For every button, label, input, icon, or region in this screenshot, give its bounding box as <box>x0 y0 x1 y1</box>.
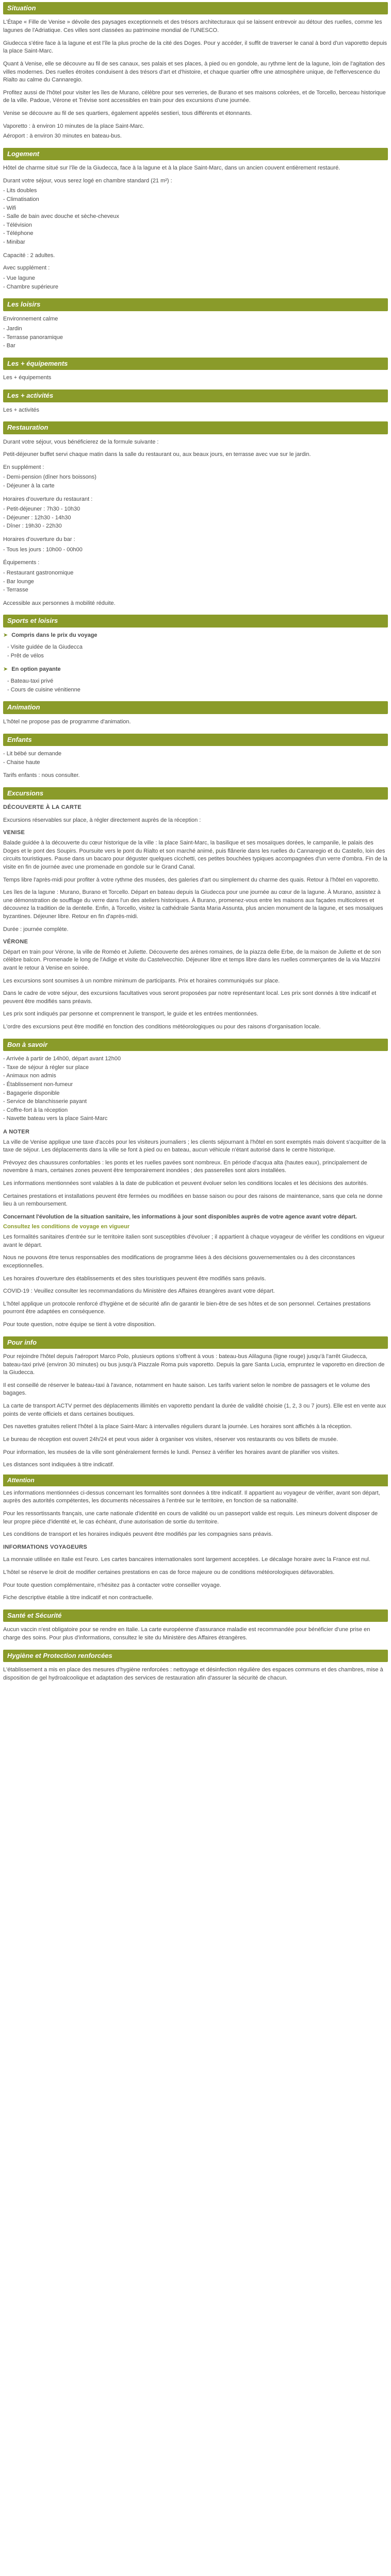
section-title-pour-info: Pour info <box>3 1336 388 1349</box>
logement-options <box>3 275 388 291</box>
section-excursions <box>0 787 391 1031</box>
list-item: - Déjeuner : 12h30 - 14h30 <box>3 514 71 521</box>
section-title-hygiene: Hygiène et Protection renforcées <box>3 1650 388 1662</box>
section-title-situation: Situation <box>3 2 388 14</box>
bonasavoir-p5: Nous ne pouvons être tenus responsables des modifications de programme liées à des décisions gouvernementales ou à des circonstances exceptionnelles. <box>3 1255 355 1269</box>
bonasavoir-note: La ville de Venise applique une taxe d'accès pour les visiteurs journaliers ; les clients séjournant à l'hôtel en sont exemptés mais doivent s'acquitter de la taxe de séjour. Les déplacements dans la ville se font à pied ou en bateau, aucun véhicule n'étant autorisé dans le centre historique. <box>3 1139 386 1154</box>
list-item: - Cours de cuisine vénitienne <box>7 686 80 693</box>
pourinfo-p2: Il est conseillé de réserver le bateau-taxi à l'avance, notamment en haute saison. Les tarifs varient selon le nombre de passagers et le volume des bagages. <box>3 1382 370 1397</box>
list-item: - Tous les jours : 10h00 - 00h00 <box>3 546 83 553</box>
pourinfo-note-p3: Les conditions de transport et les horaires indiqués peuvent être modifiés par les compagnies sans préavis. <box>3 1531 273 1538</box>
excursions-p10: L'ordre des excursions peut être modifié en fonction des conditions météorologiques ou pour des raisons d'organisation locale. <box>3 1024 321 1030</box>
list-item: - Bagagerie disponible <box>3 1090 60 1096</box>
pourinfo-note-p8: Fiche descriptive établie à titre indicatif et non contractuelle. <box>3 1595 154 1601</box>
list-item: - Minibar <box>3 239 25 246</box>
list-item: - Bateau-taxi privé <box>7 678 54 685</box>
list-item: - Service de blanchisserie payant <box>3 1098 87 1105</box>
restauration-p1: Durant votre séjour, vous bénéficierez de la formule suivante : <box>3 438 159 445</box>
restauration-list <box>3 473 388 490</box>
list-item: - Établissement non-fumeur <box>3 1081 73 1088</box>
sports-paid-label <box>3 666 388 674</box>
pourinfo-note-p2: Pour les ressortissants français, une carte nationale d'identité en cours de validité ou un passeport valide est requis. Les mineurs doivent disposer de leur propre pièce d'identité et, le cas échéant, d'une autorisation de sortie du territoire. <box>3 1510 378 1525</box>
situation-p3: Quant à Venise, elle se découvre au fil de ses canaux, ses palais et ses places, à pied ou en gondole, au rythme lent de la lagune, loin de l'agitation des villes modernes. Des ruelles étroites conduisent à des trésors d'art et d'histoire, et chaque quartier offre une atmosphère unique, de l'effervescence du Rialto au calme du Cannaregio. <box>3 60 385 83</box>
pourinfo-p3: La carte de transport ACTV permet des déplacements illimités en vaporetto pendant la durée de validité choisie (1, 2, 3 ou 7 jours). Elle est en vente aux points de vente officiels et dans certaines boutiques. <box>3 1403 386 1417</box>
list-item: - Restaurant gastronomique <box>3 569 74 576</box>
sports-included-list <box>3 643 388 660</box>
list-item: - Bar <box>3 343 15 349</box>
pourinfo-note-p4: INFORMATIONS VOYAGEURS <box>3 1544 88 1550</box>
restauration-hours <box>3 505 388 531</box>
list-item: - Dîner : 19h30 - 22h30 <box>3 523 62 530</box>
section-title-equipements: Les + équipements <box>3 358 388 370</box>
list-item: - Animaux non admis <box>3 1073 56 1079</box>
pourinfo-note-p1: Les informations mentionnées ci-dessus concernant les formalités sont données à titre indicatif. Il appartient au voyageur de vérifier, avant son départ, auprès des autorités compétentes, les documents nécessaires à l'entrée sur le territoire, en fonction de sa nationalité. <box>3 1489 380 1504</box>
section-title-activites: Les + activités <box>3 389 388 402</box>
excursions-subtitle: DÉCOUVERTE À LA CARTE <box>3 804 82 811</box>
block-title-attention: Attention <box>3 1475 388 1486</box>
list-item: - Terrasse panoramique <box>3 334 63 341</box>
excursions-p9: Les prix sont indiqués par personne et comprennent le transport, le guide et les entrées mentionnées. <box>3 1011 258 1018</box>
section-pour-info <box>0 1336 391 1602</box>
covid-conditions-link[interactable]: Consultez les conditions de voyage en vigueur <box>3 1224 130 1230</box>
excursions-p4: Les îles de la lagune : Murano, Burano et Torcello. Départ en bateau depuis la Giudecca pour une journée au cœur de la lagune. À Murano, assistez à une démonstration de soufflage du verre dans l'un des ateliers historiques. À Burano, promenez-vous entre les maisons aux façades multicolores et découvrez la tradition de la dentelle. Enfin, à Torcello, visitez la cathédrale Santa Maria Assunta, plus ancien monument de la lagune, et ses mosaïques byzantines. Déjeuner libre. Retour en fin d'après-midi. <box>3 889 383 920</box>
bonasavoir-p8: L'hôtel applique un protocole renforcé d'hygiène et de sécurité afin de garantir le bien-être de ses hôtes et de son personnel. Certaines prestations pourront être adaptées en conséquence. <box>3 1300 371 1315</box>
excursions-p2-label: VENISE <box>3 829 25 836</box>
pourinfo-note-p6: L'hôtel se réserve le droit de modifier certaines prestations en cas de force majeure ou de conditions météorologiques défavorables. <box>3 1569 335 1576</box>
animation-text: L'hôtel ne propose pas de programme d'animation. <box>3 718 131 725</box>
enfants-text2: Tarifs enfants : nous consulter. <box>3 772 80 779</box>
pourinfo-p7: Les distances sont indiquées à titre indicatif. <box>3 1462 115 1468</box>
section-bon-a-savoir <box>0 1039 391 1329</box>
list-item: - Salle de bain avec douche et sèche-cheveux <box>3 213 120 220</box>
sante-p1: Aucun vaccin n'est obligatoire pour se rendre en Italie. La carte européenne d'assurance maladie est recommandée pour bénéficier d'une prise en charge des soins. Pour plus d'informations, consultez le site du Ministère des Affaires étrangères. <box>3 1626 370 1641</box>
excursions-p8: Dans le cadre de votre séjour, des excursions facultatives vous seront proposées par notre représentant local. Les prix sont donnés à titre indicatif et peuvent être modifiés sans préavis. <box>3 990 377 1005</box>
section-title-loisirs: Les loisirs <box>3 298 388 311</box>
list-item: - Demi-pension (dîner hors boissons) <box>3 474 96 481</box>
restauration-p2: Petit-déjeuner buffet servi chaque matin dans la salle du restaurant ou, aux beaux jours, en terrasse avec vue sur le jardin. <box>3 451 311 458</box>
section-title-sports: Sports et loisirs <box>3 615 388 627</box>
list-item: - Terrasse <box>3 587 28 594</box>
section-title-excursions: Excursions <box>3 787 388 800</box>
section-activites <box>0 389 391 414</box>
pourinfo-note-p5: La monnaie utilisée en Italie est l'euro. Les cartes bancaires internationales sont largement acceptées. Le décalage horaire avec la France est nul. <box>3 1556 371 1563</box>
list-item: - Climatisation <box>3 196 39 203</box>
bonasavoir-note-title: A NOTER <box>3 1129 30 1135</box>
loisirs-subtitle: Environnement calme <box>3 315 58 322</box>
excursions-p3: Temps libre l'après-midi pour profiter à votre rythme des musées, des galeries d'art ou simplement du charme des quais. Retour à l'hôtel en vaporetto. <box>3 876 380 883</box>
logement-p2: Durant votre séjour, vous serez logé en chambre standard (21 m²) : <box>3 177 172 184</box>
excursions-p7: Les excursions sont soumises à un nombre minimum de participants. Prix et horaires communiqués sur place. <box>3 977 280 984</box>
sports-paid-list <box>3 677 388 694</box>
list-item: - Bar lounge <box>3 578 34 585</box>
equipements-text: Les + équipements <box>3 375 52 381</box>
activites-text: Les + activités <box>3 406 40 413</box>
list-item: - Taxe de séjour à régler sur place <box>3 1064 89 1071</box>
situation-p7: Aéroport : à environ 30 minutes en bateau-bus. <box>3 133 122 140</box>
situation-p1: L'Étape « Fille de Venise » dévoile des paysages exceptionnels et des trésors architecturaux qui se laissent entrevoir au détour des ruelles, comme les lagunes de l'Adriatique. Ces villes sont classées au patrimoine mondial de l'UNESCO. <box>3 19 382 34</box>
bonasavoir-p7: COVID-19 : Veuillez consulter les recommandations du Ministère des Affaires étrangères avant votre départ. <box>3 1288 275 1295</box>
restauration-bar-hours <box>3 546 388 554</box>
section-title-animation: Animation <box>3 701 388 714</box>
section-hygiene <box>0 1650 391 1683</box>
list-item: - Coffre-fort à la réception <box>3 1107 68 1113</box>
excursions-p5: Durée : journée complète. <box>3 926 69 933</box>
list-item: - Prêt de vélos <box>7 653 44 659</box>
pourinfo-p6: Pour information, les musées de la ville sont généralement fermés le lundi. Pensez à vérifier les horaires avant de planifier vos visites. <box>3 1449 339 1455</box>
bonasavoir-p4: Certaines prestations et installations peuvent être fermées ou modifiées en basse saison ou pour des raisons de maintenance, sans que cela ne donne lieu à un remboursement. <box>3 1193 383 1208</box>
bonasavoir-covid-title: Concernant l'évolution de la situation sanitaire, les informations à jour sont disponibles auprès de votre agence avant votre départ. <box>3 1213 357 1220</box>
logement-capacity: Capacité : 2 adultes. <box>3 252 55 259</box>
section-title-restauration: Restauration <box>3 421 388 434</box>
list-item: - Déjeuner à la carte <box>3 483 55 489</box>
section-restauration <box>0 421 391 607</box>
section-animation <box>0 701 391 726</box>
sports-included-text: Compris dans le prix du voyage <box>11 632 97 638</box>
situation-p4: Profitez aussi de l'hôtel pour visiter les îles de Murano, célèbre pour ses verreries, de Burano et ses maisons colorées, et de Torcello, berceau historique de la ville. Padoue, Vérone et Trévise sont accessibles en train pour des excursions d'une journée. <box>3 89 386 104</box>
loisirs-list <box>3 325 388 350</box>
bonasavoir-list <box>3 1055 388 1123</box>
situation-p2: Giudecca s'étire face à la lagune et est l'île la plus proche de la cité des Doges. Pour y accéder, il suffit de traverser le canal à bord d'un vaporetto depuis la place Saint-Marc. <box>3 40 387 55</box>
hygiene-p1: L'établissement a mis en place des mesures d'hygiène renforcées : nettoyage et désinfection régulière des espaces communs et des chambres, mise à disposition de gel hydroalcoolique et adaptation des services de restauration afin d'assurer la sécurité de chacun. <box>3 1666 383 1681</box>
sports-paid-text: En option payante <box>11 666 61 672</box>
restauration-equipements-title: Équipements : <box>3 560 40 566</box>
situation-p6: Vaporetto : à environ 10 minutes de la place Saint-Marc. <box>3 123 144 129</box>
list-item: - Chaise haute <box>3 759 40 766</box>
section-title-logement: Logement <box>3 148 388 160</box>
section-situation <box>0 2 391 141</box>
excursions-p1: Excursions réservables sur place, à régler directement auprès de la réception : <box>3 817 201 823</box>
section-sante <box>0 1609 391 1642</box>
list-item: - Téléphone <box>3 230 34 237</box>
section-logement <box>0 148 391 291</box>
restauration-equipements <box>3 569 388 595</box>
bonasavoir-p3: Les informations mentionnées sont valables à la date de publication et peuvent évoluer selon les conditions locales et les décisions des autorités. <box>3 1180 368 1187</box>
list-item: - Vue lagune <box>3 275 35 281</box>
pourinfo-p4: Des navettes gratuites relient l'hôtel à la place Saint-Marc à intervalles réguliers durant la journée. Les horaires sont affichés à la réception. <box>3 1423 352 1430</box>
restauration-pmr: Accessible aux personnes à mobilité réduite. <box>3 600 116 606</box>
page <box>0 2 391 1707</box>
list-item: - Visite guidée de la Giudecca <box>7 644 83 651</box>
list-item: - Arrivée à partir de 14h00, départ avant 12h00 <box>3 1056 121 1062</box>
list-item: - Petit-déjeuner : 7h30 - 10h30 <box>3 506 80 513</box>
bonasavoir-p6: Les horaires d'ouverture des établissements et des sites touristiques peuvent être modifiés sans préavis. <box>3 1275 266 1282</box>
check-icon: ➤ <box>3 666 8 672</box>
list-item: - Navette bateau vers la place Saint-Marc <box>3 1115 108 1122</box>
list-item: - Télévision <box>3 222 32 228</box>
restauration-p3: En supplément : <box>3 464 44 470</box>
list-item: - Jardin <box>3 326 22 332</box>
restauration-bar-hours-title: Horaires d'ouverture du bar : <box>3 536 75 543</box>
logement-list <box>3 187 388 246</box>
sports-included-label <box>3 632 388 640</box>
excursions-p2: Balade guidée à la découverte du cœur historique de la ville : la place Saint-Marc, la basilique et ses mosaïques dorées, le campanile, le palais des Doges et le pont des Soupirs. Poursuite vers le pont du Rialto et son marché animé, puis flânerie dans les ruelles du Cannaregio et du Castello, loin des circuits touristiques. Pause dans un bacaro pour déguster quelques cicchetti, ces petites bouchées typiques accompagnées d'un verre d'ombra. Fin de la visite en fin de journée avec une promenade en gondole sur le Grand Canal. <box>3 840 387 870</box>
list-item: - Wifi <box>3 205 17 211</box>
situation-p5: Venise se découvre au fil de ses quartiers, également appelés sestieri, tous différents et étonnants. <box>3 110 252 116</box>
section-enfants <box>0 734 391 780</box>
bonasavoir-p9: Pour toute question, notre équipe se tient à votre disposition. <box>3 1321 156 1328</box>
excursions-p6-label: VÉRONE <box>3 939 28 945</box>
section-loisirs <box>0 298 391 350</box>
pourinfo-note-p7: Pour toute question complémentaire, n'hésitez pas à contacter votre conseiller voyage. <box>3 1582 221 1588</box>
list-item: - Chambre supérieure <box>3 283 58 290</box>
enfants-list <box>3 750 388 767</box>
pourinfo-p5: Le bureau de réception est ouvert 24h/24 et peut vous aider à organiser vos visites, réserver vos restaurants ou vos billets de musée. <box>3 1436 338 1443</box>
section-title-sante: Santé et Sécurité <box>3 1609 388 1622</box>
list-item: - Lit bébé sur demande <box>3 750 62 757</box>
section-title-bon-a-savoir: Bon à savoir <box>3 1039 388 1051</box>
logement-options-title: Avec supplément : <box>3 265 50 272</box>
restauration-hours-title: Horaires d'ouverture du restaurant : <box>3 496 93 502</box>
section-title-enfants: Enfants <box>3 734 388 746</box>
section-sports <box>0 615 391 694</box>
section-equipements <box>0 358 391 382</box>
list-item: - Lits doubles <box>3 188 37 194</box>
pourinfo-p1: Pour rejoindre l'hôtel depuis l'aéroport Marco Polo, plusieurs options s'offrent à vous : bateau-bus Alilaguna (ligne rouge) jusqu'à l'arrêt Giudecca, bateau-taxi privé (environ 30 minutes) ou bus jusqu'à Piazzale Roma puis vaporetto. Depuis la gare Santa Lucia, empruntez le vaporetto en direction de la Giudecca. <box>3 1353 385 1376</box>
excursions-p6: Départ en train pour Vérone, la ville de Roméo et Juliette. Découverte des arènes romaines, de la piazza delle Erbe, de la maison de Juliette et de son célèbre balcon. Promenade le long de l'Adige et visite du Castelvecchio. Déjeuner libre et temps libre dans les ruelles commerçantes de la via Mazzini avant le retour à Venise en soirée. <box>3 948 381 972</box>
bonasavoir-covid-p: Les formalités sanitaires d'entrée sur le territoire italien sont susceptibles d'évoluer ; il appartient à chaque voyageur de vérifier les conditions en vigueur avant le départ. <box>3 1234 385 1248</box>
logement-p1: Hôtel de charme situé sur l'île de la Giudecca, face à la lagune et à la place Saint-Marc, dans un ancien couvent entièrement restauré. <box>3 165 340 172</box>
bonasavoir-p2: Prévoyez des chaussures confortables : les ponts et les ruelles pavées sont nombreux. En période d'acqua alta (hautes eaux), principalement de novembre à mars, certaines zones peuvent être temporairement inondées ; des passerelles sont alors installées. <box>3 1159 367 1174</box>
check-icon: ➤ <box>3 632 8 638</box>
